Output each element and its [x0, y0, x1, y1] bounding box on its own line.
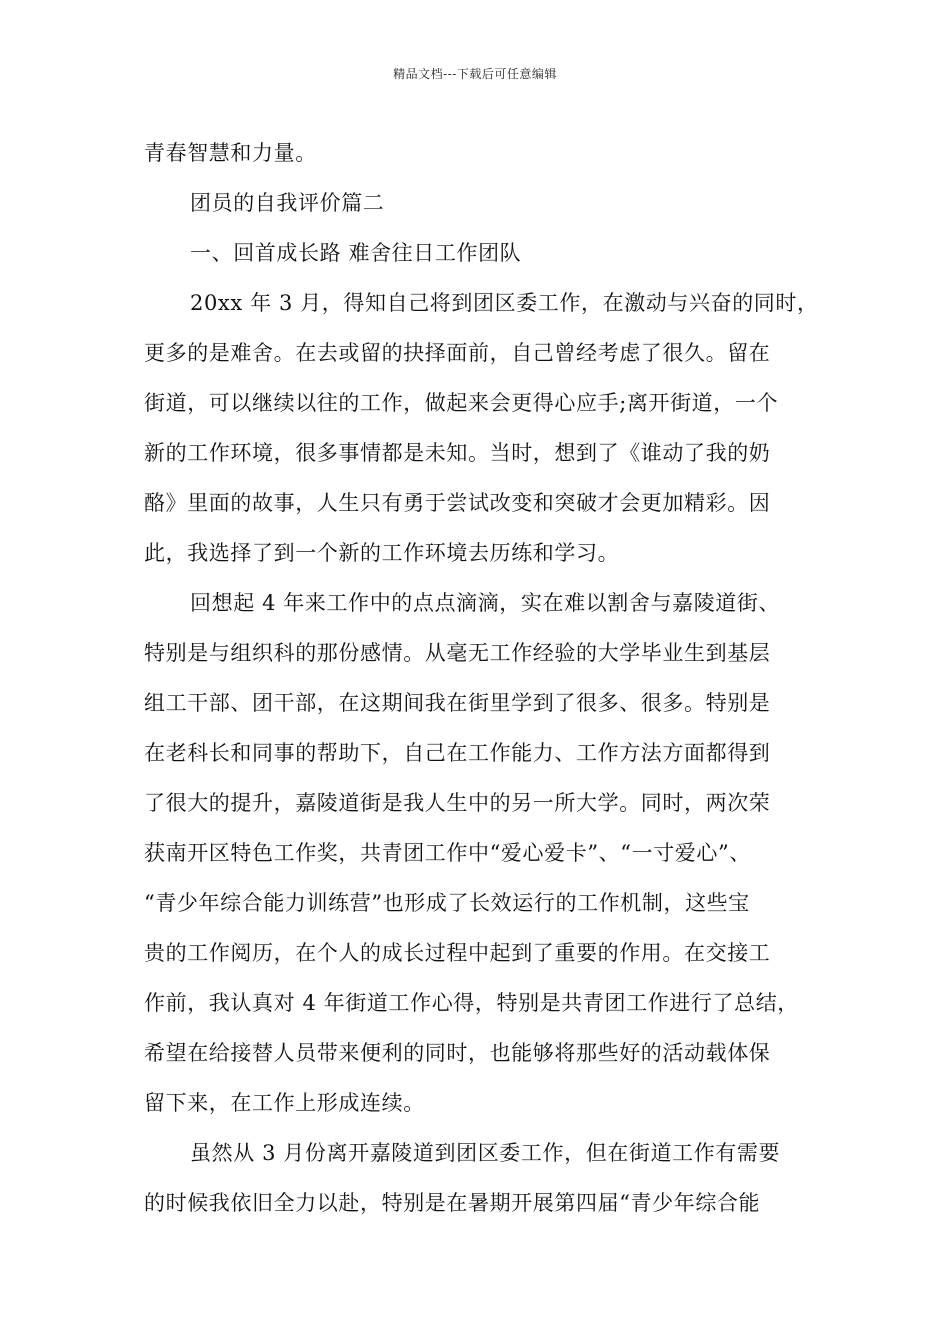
paragraph-2-line-6: 获南开区特色工作奖，共青团工作中“爱心爱卡”、“一寸爱心”、 [144, 841, 751, 865]
paragraph-2-line-11: 留下来，在工作上形成连续。 [144, 1091, 425, 1115]
paragraph-2-line-2: 特别是与组织科的那份感情。从毫无工作经验的大学毕业生到基层 [144, 641, 771, 665]
paragraph-1-line-3: 街道，可以继续以往的工作，做起来会更得心应手;离开街道，一个 [144, 391, 779, 415]
paragraph-3-line-2: 的时候我依旧全力以赴，特别是在暑期开展第四届“青少年综合能 [144, 1191, 761, 1215]
paragraph-3-line-1: 虽然从 3 月份离开嘉陵道到团区委工作，但在街道工作有需要 [190, 1141, 781, 1165]
text-line-continuation: 青春智慧和力量。 [144, 141, 317, 165]
paragraph-1-line-6: 此，我选择了到一个新的工作环境去历练和学习。 [144, 541, 620, 565]
paragraph-2-line-3: 组工干部、团干部，在这期间我在街里学到了很多、很多。特别是 [144, 691, 771, 715]
paragraph-2-line-1: 回想起 4 年来工作中的点点滴滴，实在难以割舍与嘉陵道街、 [190, 591, 781, 615]
paragraph-1-line-1: 20xx 年 3 月，得知自己将到团区委工作，在激动与兴奋的同时， [190, 291, 819, 315]
paragraph-2-line-8: 贵的工作阅历，在个人的成长过程中起到了重要的作用。在交接工 [144, 941, 771, 965]
document-body [144, 128, 819, 1228]
section-title: 团员的自我评价篇二 [190, 191, 385, 215]
paragraph-2-line-4: 在老科长和同事的帮助下，自己在工作能力、工作方法方面都得到 [144, 741, 771, 765]
paragraph-2-line-9: 作前，我认真对 4 年街道工作心得，特别是共青团工作进行了总结， [144, 991, 799, 1015]
paragraph-1-line-4: 新的工作环境，很多事情都是未知。当时，想到了《谁动了我的奶 [144, 441, 771, 465]
subsection-heading: 一、回首成长路 难舍往日工作团队 [190, 241, 522, 265]
paragraph-2-line-7: “青少年综合能力训练营”也形成了长效运行的工作机制，这些宝 [144, 891, 750, 915]
page-header: 精品文档---下载后可任意编辑 [393, 67, 557, 81]
paragraph-1-line-5: 酪》里面的故事，人生只有勇于尝试改变和突破才会更加精彩。因 [144, 491, 771, 515]
paragraph-2-line-10: 希望在给接替人员带来便利的同时，也能够将那些好的活动载体保 [144, 1041, 771, 1065]
paragraph-2-line-5: 了很大的提升，嘉陵道街是我人生中的另一所大学。同时，两次荣 [144, 791, 771, 815]
paragraph-1-line-2: 更多的是难舍。在去或留的抉择面前，自己曾经考虑了很久。留在 [144, 341, 771, 365]
